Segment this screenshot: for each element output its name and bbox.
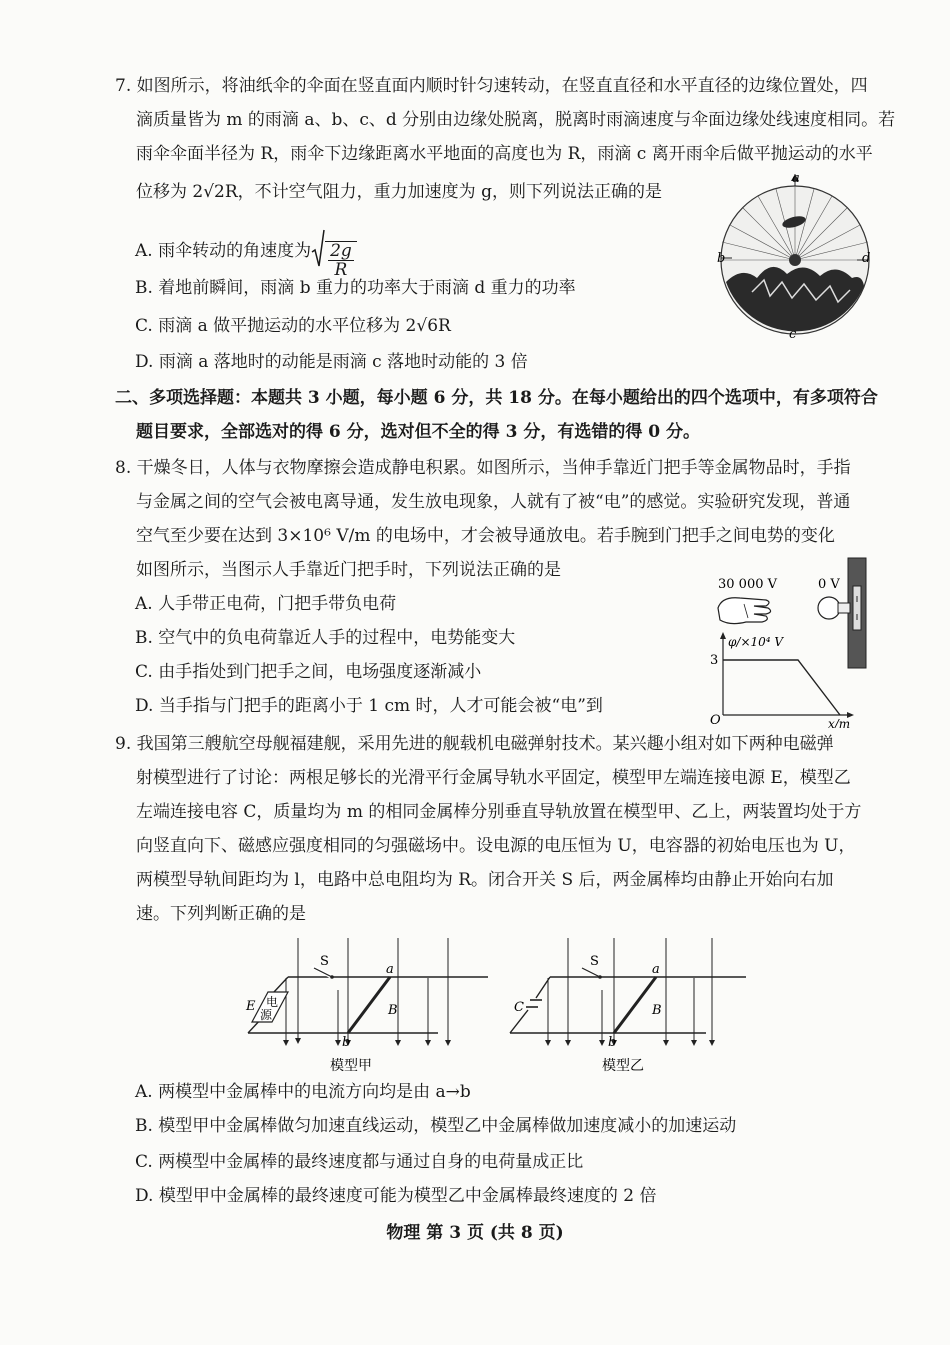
q7-option-a <box>135 228 357 279</box>
label-d: d <box>862 251 871 266</box>
q7-line-4: 位移为 2√2R，不计空气阻力，重力加速度为 g，则下列说法正确的是 <box>136 182 662 202</box>
label-S: S <box>320 954 329 969</box>
q7-option-d: D. 雨滴 a 落地时的动能是雨滴 c 落地时动能的 3 倍 <box>135 352 528 372</box>
painting-dark <box>726 267 864 331</box>
switch-S <box>582 968 600 977</box>
hand-icon <box>718 598 771 624</box>
label-b: b <box>608 1035 617 1050</box>
section-2-heading-line-2: 题目要求，全部选对的得 6 分，选对但不全的得 3 分，有选错的得 0 分。 <box>136 422 700 442</box>
metal-rod <box>348 977 390 1033</box>
model-jia-figure <box>238 930 498 1080</box>
q8-option-b: B. 空气中的负电荷靠近人手的过程中，电势能变大 <box>135 628 516 648</box>
q9-line-1: 9. 我国第三艘航空母舰福建舰，采用先进的舰载机电磁弹射技术。某兴趣小组对如下两种电磁弹 <box>115 734 834 754</box>
y-tick-3: 3 <box>710 653 719 668</box>
label-B: B <box>652 1003 662 1018</box>
caption-model-yi: 模型乙 <box>602 1058 644 1074</box>
label-C: C <box>514 1000 524 1015</box>
q8-option-d: D. 当手指与门把手的距离小于 1 cm 时，人才可能会被“电”到 <box>135 696 603 716</box>
origin-label: O <box>710 713 721 728</box>
q7-line-1: 7. 如图所示，将油纸伞的伞面在竖直面内顺时针匀速转动，在竖直直径和水平直径的边缘位置处，四 <box>115 76 868 96</box>
label-S: S <box>590 954 599 969</box>
q9-line-6: 速。下列判断正确的是 <box>136 904 306 924</box>
q7-option-b: B. 着地前瞬间，雨滴 b 重力的功率大于雨滴 d 重力的功率 <box>135 278 576 298</box>
q8-line-4: 如图所示，当图示人手靠近门把手时，下列说法正确的是 <box>136 560 561 580</box>
q7-line-3: 雨伞伞面半径为 R，雨伞下边缘距离水平地面的高度也为 R，雨滴 c 离开雨伞后做平抛运动的水平 <box>136 144 873 164</box>
x-axis-label: x/m <box>828 717 851 728</box>
model-yi-figure <box>506 930 776 1080</box>
label-b: b <box>342 1035 351 1050</box>
q7-option-c: C. 雨滴 a 做平抛运动的水平位移为 2√6R <box>135 316 451 336</box>
q8-option-a: A. 人手带正电荷，门把手带负电荷 <box>135 594 397 614</box>
label-a: a <box>386 962 394 977</box>
q9-option-d: D. 模型甲中金属棒的最终速度可能为模型乙中金属棒最终速度的 2 倍 <box>135 1186 657 1206</box>
source-char-2: 源 <box>260 1008 273 1022</box>
page-footer: 物理 第 3 页 (共 8 页) <box>386 1223 564 1243</box>
q7-option-a-text: A. 雨伞转动的角速度为 <box>135 241 312 261</box>
label-c: c <box>789 327 797 342</box>
q9-option-b: B. 模型甲中金属棒做匀加速直线运动，模型乙中金属棒做加速度减小的加速运动 <box>135 1116 737 1136</box>
q8-line-2: 与金属之间的空气会被电离导通，发生放电现象，人就有了被“电”的感觉。实验研究发现，普通 <box>136 492 851 512</box>
magnetic-field-lines <box>548 938 712 1042</box>
potential-curve <box>723 660 840 715</box>
switch-S <box>314 968 332 977</box>
metal-rod <box>614 977 656 1033</box>
q8-line-3: 空气至少要在达到 3×10⁶ V/m 的电场中，才会被导通放电。若手腕到门把手之间电势的变化 <box>136 526 835 546</box>
q8-line-1: 8. 干燥冬日，人体与衣物摩擦会造成静电积累。如图所示，当伸手靠近门把手等金属物品时，手指 <box>115 458 851 478</box>
frac-numerator: 2g <box>330 241 352 261</box>
label-b: b <box>717 251 726 266</box>
sqrt-sign <box>311 228 325 275</box>
frac-denominator: R <box>334 260 348 280</box>
q9-option-c: C. 两模型中金属棒的最终速度都与通过自身的电荷量成正比 <box>135 1152 584 1172</box>
handle-voltage-label: 0 V <box>818 577 840 592</box>
label-a: a <box>652 962 660 977</box>
umbrella-figure <box>712 170 882 342</box>
q9-option-a: A. 两模型中金属棒中的电流方向均是由 a→b <box>135 1082 471 1102</box>
q9-line-4: 向竖直向下、磁感应强度相同的匀强磁场中。设电源的电压恒为 U，电容器的初始电压也为 U， <box>136 836 856 856</box>
section-2-heading-line-1: 二、多项选择题：本题共 3 小题，每小题 6 分，共 18 分。在每小题给出的四个选项中，有多项符合 <box>115 388 878 408</box>
q9-line-2: 射模型进行了讨论：两根足够长的光滑平行金属导轨水平固定，模型甲左端连接电源 E，模型乙 <box>136 768 851 788</box>
q7-line-2: 滴质量皆为 m 的雨滴 a、b、c、d 分别由边缘处脱离，脱离时雨滴速度与伞面边缘处线速度相同。若 <box>136 110 896 130</box>
q8-option-c: C. 由手指处到门把手之间，电场强度逐渐减小 <box>135 662 482 682</box>
label-B: B <box>388 1003 398 1018</box>
y-axis-label: φ/×10⁴ V <box>728 635 784 649</box>
source-char-1: 电 <box>266 995 279 1009</box>
q9-line-5: 两模型导轨间距均为 l，电路中总电阻均为 R。闭合开关 S 后，两金属棒均由静止开始向右加 <box>136 870 834 890</box>
q9-line-3: 左端连接电容 C，质量均为 m 的相同金属棒分别垂直导轨放置在模型甲、乙上，两装置均处于方 <box>136 802 862 822</box>
label-E: E <box>246 999 256 1014</box>
caption-model-jia: 模型甲 <box>330 1058 372 1074</box>
hand-voltage-label: 30 000 V <box>718 577 778 592</box>
label-a: a <box>792 171 800 186</box>
q7-option-a-fraction <box>325 241 357 279</box>
magnetic-field-lines <box>286 938 448 1042</box>
door-handle-icon <box>818 558 866 668</box>
potential-figure <box>700 556 880 728</box>
